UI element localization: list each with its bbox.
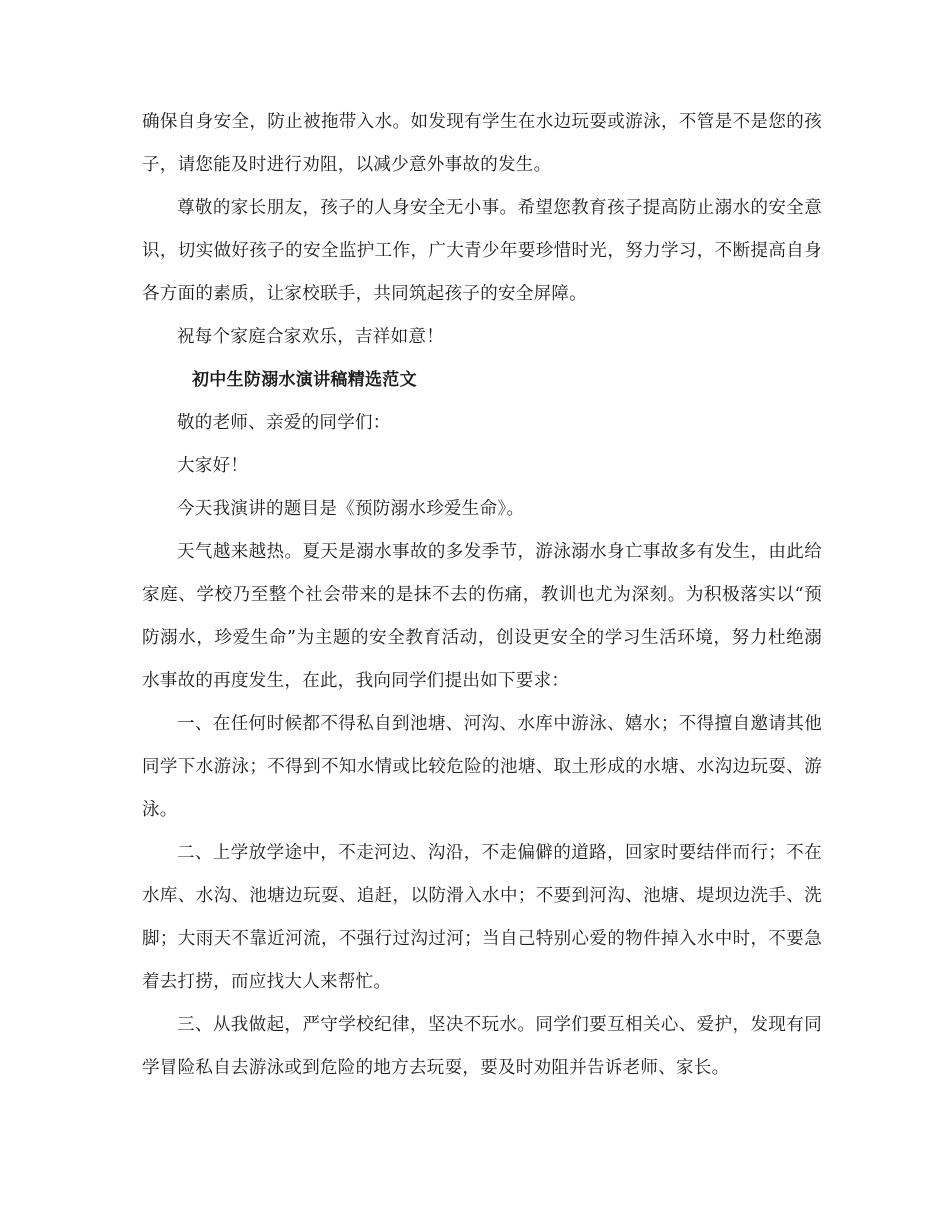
paragraph-rule-1: 一、在任何时候都不得私自到池塘、河沟、水库中游泳、嬉水；不得擅自邀请其他同学下水游泳；不得到不知水情或比较危险的池塘、取土形成的水塘、水沟边玩耍、游泳。	[142, 714, 822, 820]
section-heading: 初中生防溺水演讲稿精选范文	[192, 370, 417, 390]
paragraph-blessing: 祝每个家庭合家欢乐，吉祥如意！	[177, 327, 444, 347]
document-body	[142, 101, 822, 1090]
paragraph-salutation: 敬的老师、亲爱的同学们：	[177, 413, 391, 433]
paragraph-rule-2: 二、上学放学途中，不走河边、沟沿，不走偏僻的道路，回家时要结伴而行；不在水库、水沟、池塘边玩耍、追赶，以防滑入水中；不要到河沟、池塘、堤坝边洗手、洗脚；大雨天不靠近河流，不强行过沟过河；当自己特别心爱的物件掉入水中时，不要急着去打捞，而应找大人来帮忙。	[142, 843, 822, 992]
paragraph-greeting: 大家好！	[177, 456, 249, 476]
paragraph-rule-3: 三、从我做起，严守学校纪律，坚决不玩水。同学们要互相关心、爱护，发现有同学冒险私自去游泳或到危险的地方去玩耍，要及时劝阻并告诉老师、家长。	[142, 1015, 822, 1078]
paragraph-parents-message: 尊敬的家长朋友，孩子的人身安全无小事。希望您教育孩子提高防止溺水的安全意识，切实做好孩子的安全监护工作，广大青少年要珍惜时光，努力学习，不断提高自身各方面的素质，让家校联手，共同筑起孩子的安全屏障。	[142, 198, 822, 304]
paragraph-topic: 今天我演讲的题目是《预防溺水珍爱生命》。	[177, 499, 525, 519]
paragraph-intro: 天气越来越热。夏天是溺水事故的多发季节，游泳溺水身亡事故多有发生，由此给家庭、学校乃至整个社会带来的是抹不去的伤痛，教训也尤为深刻。为积极落实以“预防溺水，珍爱生命”为主题的安全教育活动，创设更安全的学习生活环境，努力杜绝溺水事故的再度发生，在此，我向同学们提出如下要求：	[142, 542, 822, 691]
paragraph-continuation: 确保自身安全，防止被拖带入水。如发现有学生在水边玩耍或游泳，不管是不是您的孩子，请您能及时进行劝阻，以减少意外事故的发生。	[142, 112, 822, 175]
